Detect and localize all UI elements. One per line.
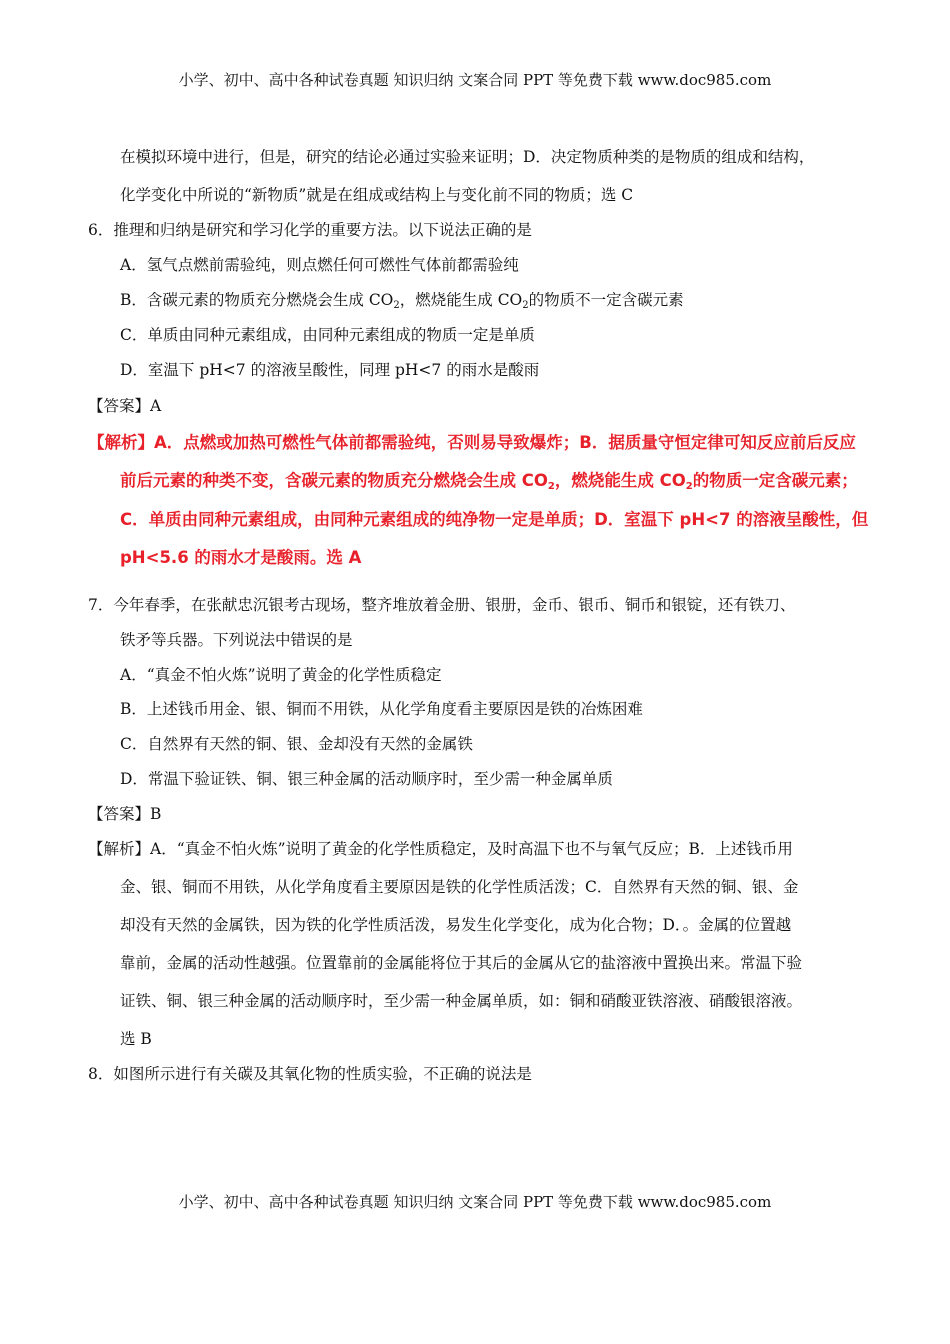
- q6-answer: 【答案】A: [88, 397, 162, 415]
- page-header: 小学、初中、高中各种试卷真题 知识归纳 文案合同 PPT 等免费下载 www.doc985.com: [178, 71, 772, 89]
- q6-analysis-line-4: pH<5.6 的雨水才是酸雨。选 A: [120, 548, 362, 567]
- q7-option-c: C．自然界有天然的铜、银、金却没有天然的金属铁: [120, 735, 473, 753]
- q7-analysis-line-5: 证铁、铜、银三种金属的活动顺序时，至少需一种金属单质，如：铜和硝酸亚铁溶液、硝酸银溶液。: [120, 992, 803, 1010]
- q6-option-d: D．室温下 pH<7 的溶液呈酸性，同理 pH<7 的雨水是酸雨: [120, 361, 540, 379]
- q7-analysis-line-4: 靠前，金属的活动性越强。位置靠前的金属能将位于其后的金属从它的盐溶液中置换出来。常温下验: [120, 954, 803, 972]
- q6-option-c: C．单质由同种元素组成，由同种元素组成的物质一定是单质: [120, 326, 535, 344]
- page-footer: 小学、初中、高中各种试卷真题 知识归纳 文案合同 PPT 等免费下载 www.doc985.com: [178, 1193, 772, 1211]
- q7-option-b: B．上述钱币用金、银、铜而不用铁，从化学角度看主要原因是铁的冶炼困难: [120, 700, 643, 718]
- q7-option-a: A．“真金不怕火炼”说明了黄金的化学性质稳定: [120, 666, 442, 684]
- q6-analysis-line-1: 【解析】A．点燃或加热可燃性气体前都需验纯，否则易导致爆炸；B．据质量守恒定律可知反应前后反应: [88, 433, 856, 452]
- q6-analysis-line-2: 前后元素的种类不变，含碳元素的物质充分燃烧会生成 $CO_2$，燃烧能生成 $CO_2$的物质一定含碳元素；: [120, 471, 858, 492]
- q7-analysis-line-3: 却没有天然的金属铁，因为铁的化学性质活泼，易发生化学变化，成为化合物；D．。金属的位置越: [120, 916, 792, 934]
- q6-option-b: B．含碳元素的物质充分燃烧会生成 $CO_2$，燃烧能生成 $CO_2$的物质不一定含碳元素: [120, 291, 684, 311]
- q7-analysis-line-1: 【解析】A．“真金不怕火炼”说明了黄金的化学性质稳定，及时高温下也不与氧气反应；B．上述钱币用: [88, 840, 793, 858]
- prev-analysis-line-1: 在模拟环境中进行，但是，研究的结论必通过实验来证明；D．决定物质种类的是物质的组成和结构，: [120, 148, 815, 166]
- q7-analysis-line-6: 选 B: [120, 1030, 152, 1048]
- q6-stem: 6．推理和归纳是研究和学习化学的重要方法。以下说法正确的是: [88, 221, 532, 239]
- q7-analysis-line-2: 金、银、铜而不用铁，从化学角度看主要原因是铁的化学性质活泼；C．自然界有天然的铜、银、金: [120, 878, 799, 896]
- q6-option-a: A．氢气点燃前需验纯，则点燃任何可燃性气体前都需验纯: [120, 256, 519, 274]
- prev-analysis-line-2: 化学变化中所说的“新物质”就是在组成或结构上与变化前不同的物质；选 C: [120, 186, 634, 204]
- q8-stem: 8．如图所示进行有关碳及其氧化物的性质实验，不正确的说法是: [88, 1065, 532, 1083]
- q7-option-d: D．常温下验证铁、铜、银三种金属的活动顺序时，至少需一种金属单质: [120, 770, 613, 788]
- q6-analysis-line-3: C．单质由同种元素组成，由同种元素组成的纯净物一定是单质；D．室温下 pH<7 的溶液呈酸性，但: [120, 510, 869, 529]
- q7-stem-line-1: 7．今年春季，在张献忠沉银考古现场，整齐堆放着金册、银册，金币、银币、铜币和银锭，还有铁刀、: [88, 596, 796, 614]
- q7-stem-line-2: 铁矛等兵器。下列说法中错误的是: [120, 631, 353, 649]
- q7-answer: 【答案】B: [88, 805, 162, 823]
